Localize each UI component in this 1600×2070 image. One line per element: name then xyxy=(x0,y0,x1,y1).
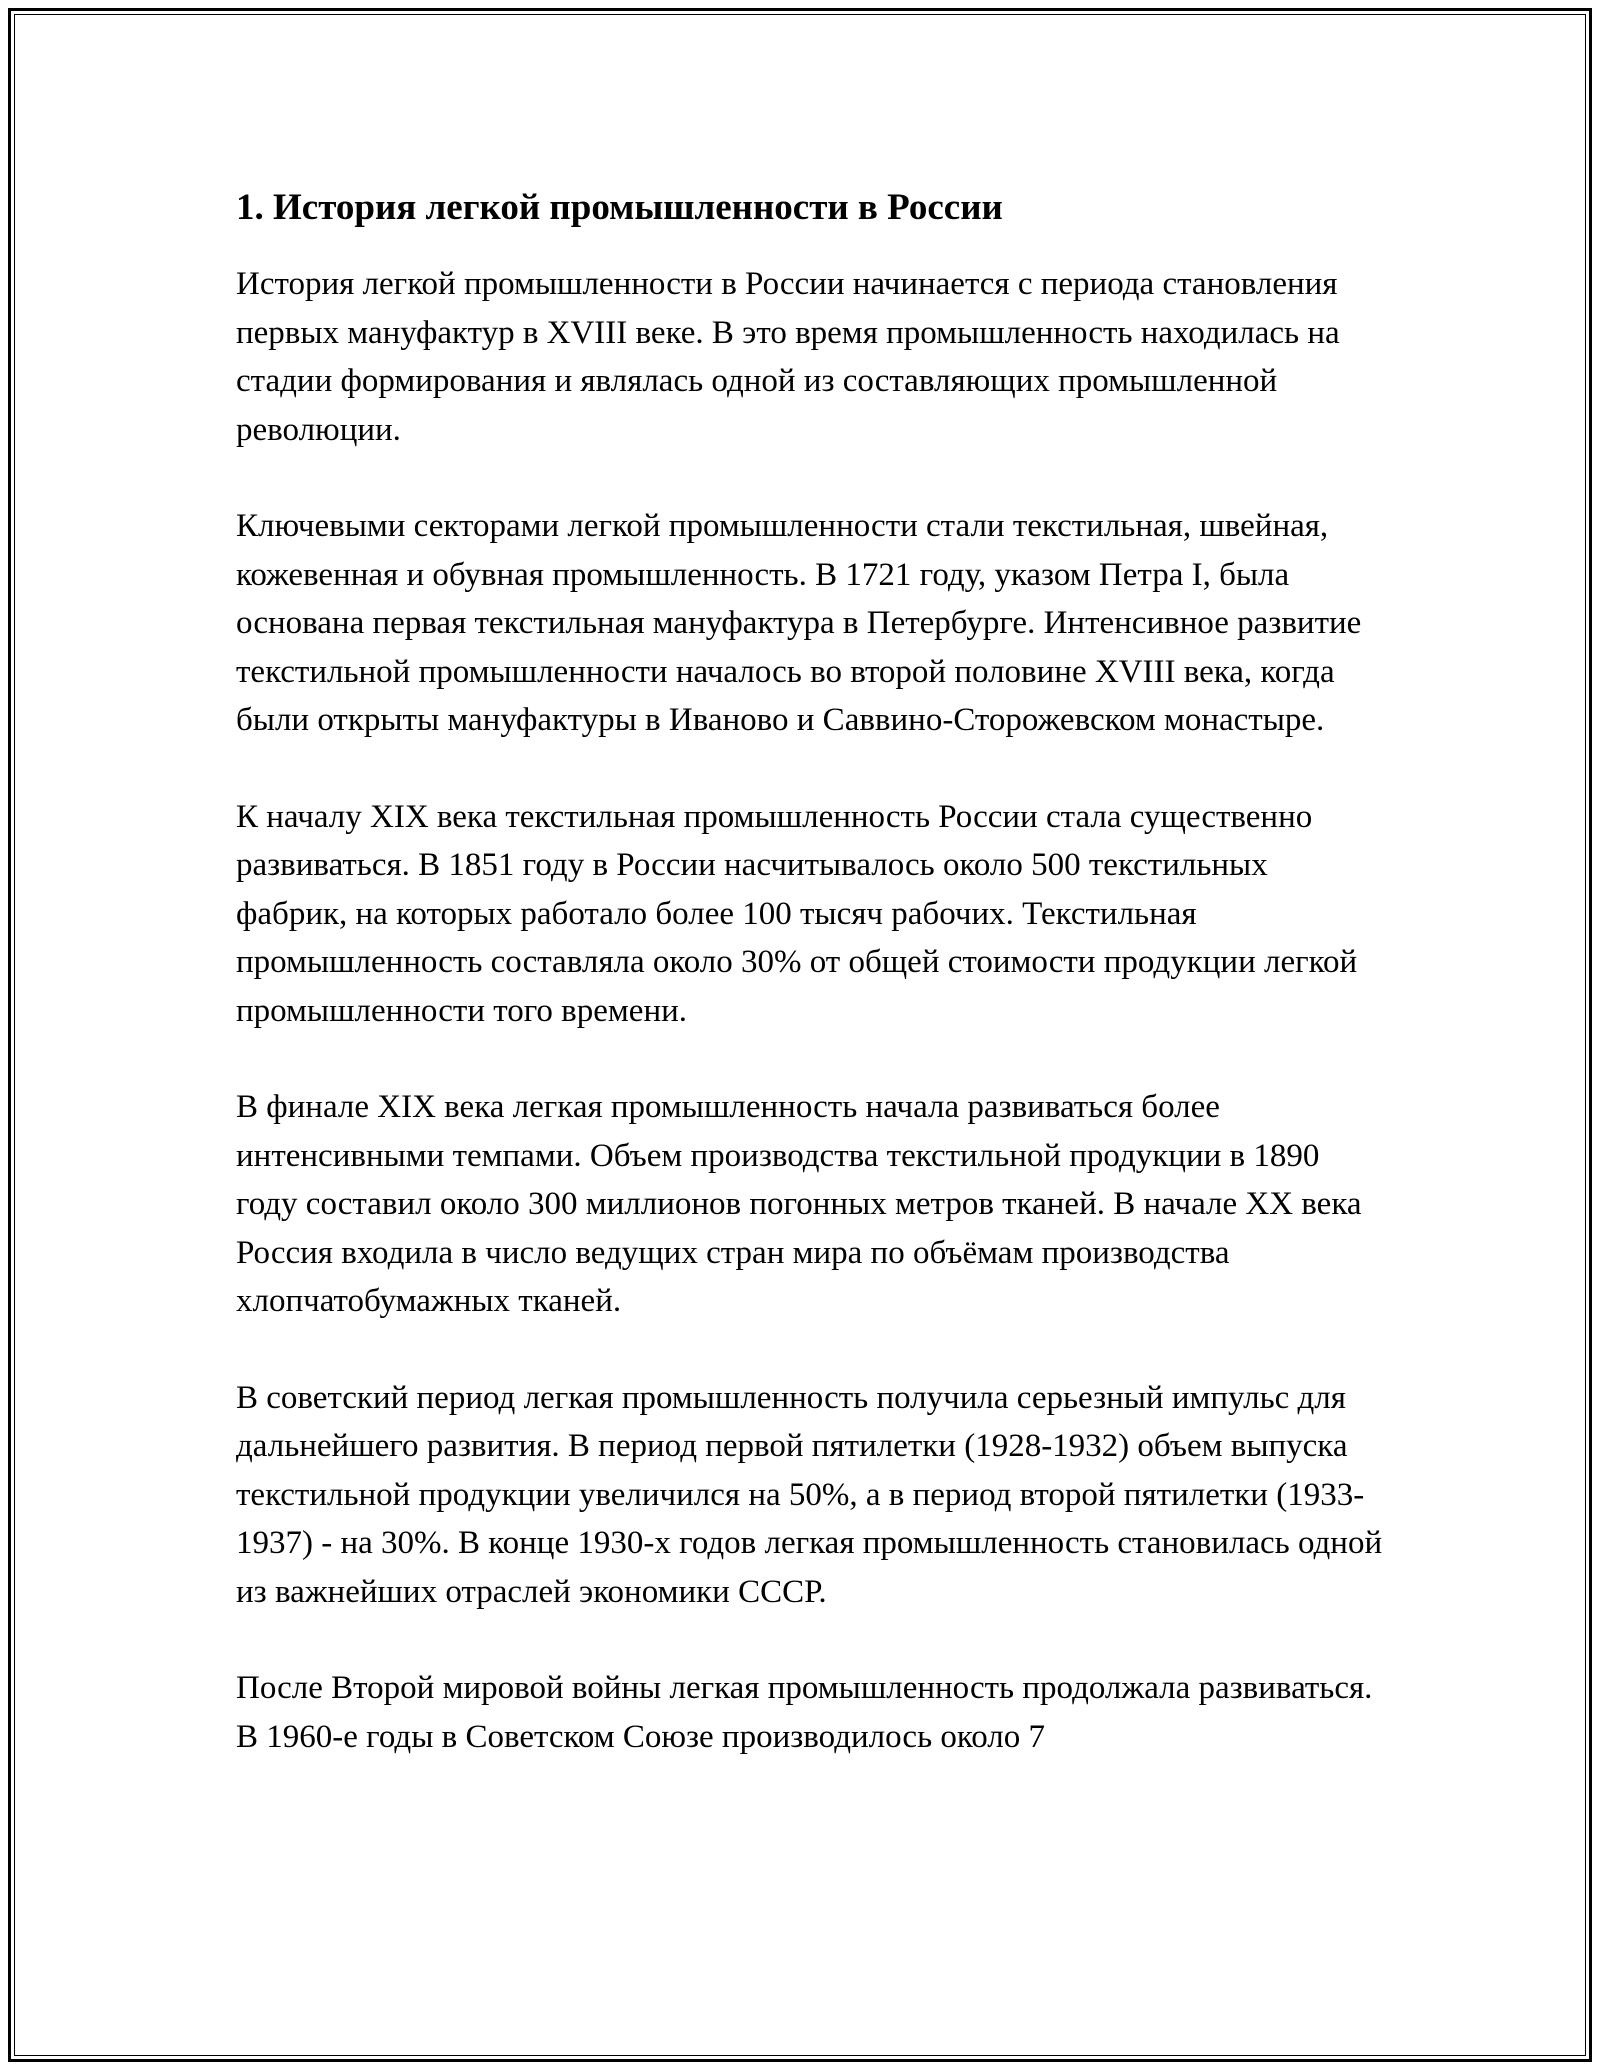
paragraph-4: В финале XIX века легкая промышленность начала развиваться более интенсивными темпами. Объем производства текстильной продукции в 1890 году составил около 300 миллионов погонных метров тканей. В начале XX века Россия входила в число ведущих стран мира по объёмам производства хлопчатобумажных тканей. xyxy=(236,1089,1362,1319)
section-heading: 1. История легкой промышленности в России xyxy=(236,187,1003,228)
paragraph-2: Ключевыми секторами легкой промышленности стали текстильная, швейная, кожевенная и обувная промышленность. В 1721 году, указом Петра I, была основана первая текстильная мануфактура в Петербурге. Интенсивное развитие текстильной промышленности началось во второй половине XVIII века, когда были открыты мануфактуры в Иваново и Саввино-Сторожевском монастыре. xyxy=(236,508,1362,738)
paragraph-5: В советский период легкая промышленность получила серьезный импульс для дальнейшего развития. В период первой пятилетки (1928-1932) объем выпуска текстильной продукции увеличился на 50%, а в период второй пятилетки (1933-1937) - на 30%. В конце 1930-х годов легкая промышленность становилась одной из важнейших отраслей экономики СССР. xyxy=(236,1379,1383,1610)
paragraph-1: История легкой промышленности в России начинается с периода становления первых мануфактур в XVIII веке. В это время промышленность находилась на стадии формирования и являлась одной из составляющих промышленной революции. xyxy=(236,266,1340,448)
paragraph-3: К началу XIX века текстильная промышленность России стала существенно развиваться. В 1851 году в России насчитывалось около 500 текстильных фабрик, на которых работало более 100 тысяч рабочих. Текстильная промышленность составляла около 30% от общей стоимости продукции легкой промышленности того времени. xyxy=(236,798,1358,1029)
paragraph-6: После Второй мировой войны легкая промышленность продолжала развиваться. В 1960-е годы в Советском Союзе производилось около 7 xyxy=(236,1670,1373,1755)
document-body xyxy=(236,180,1386,1809)
